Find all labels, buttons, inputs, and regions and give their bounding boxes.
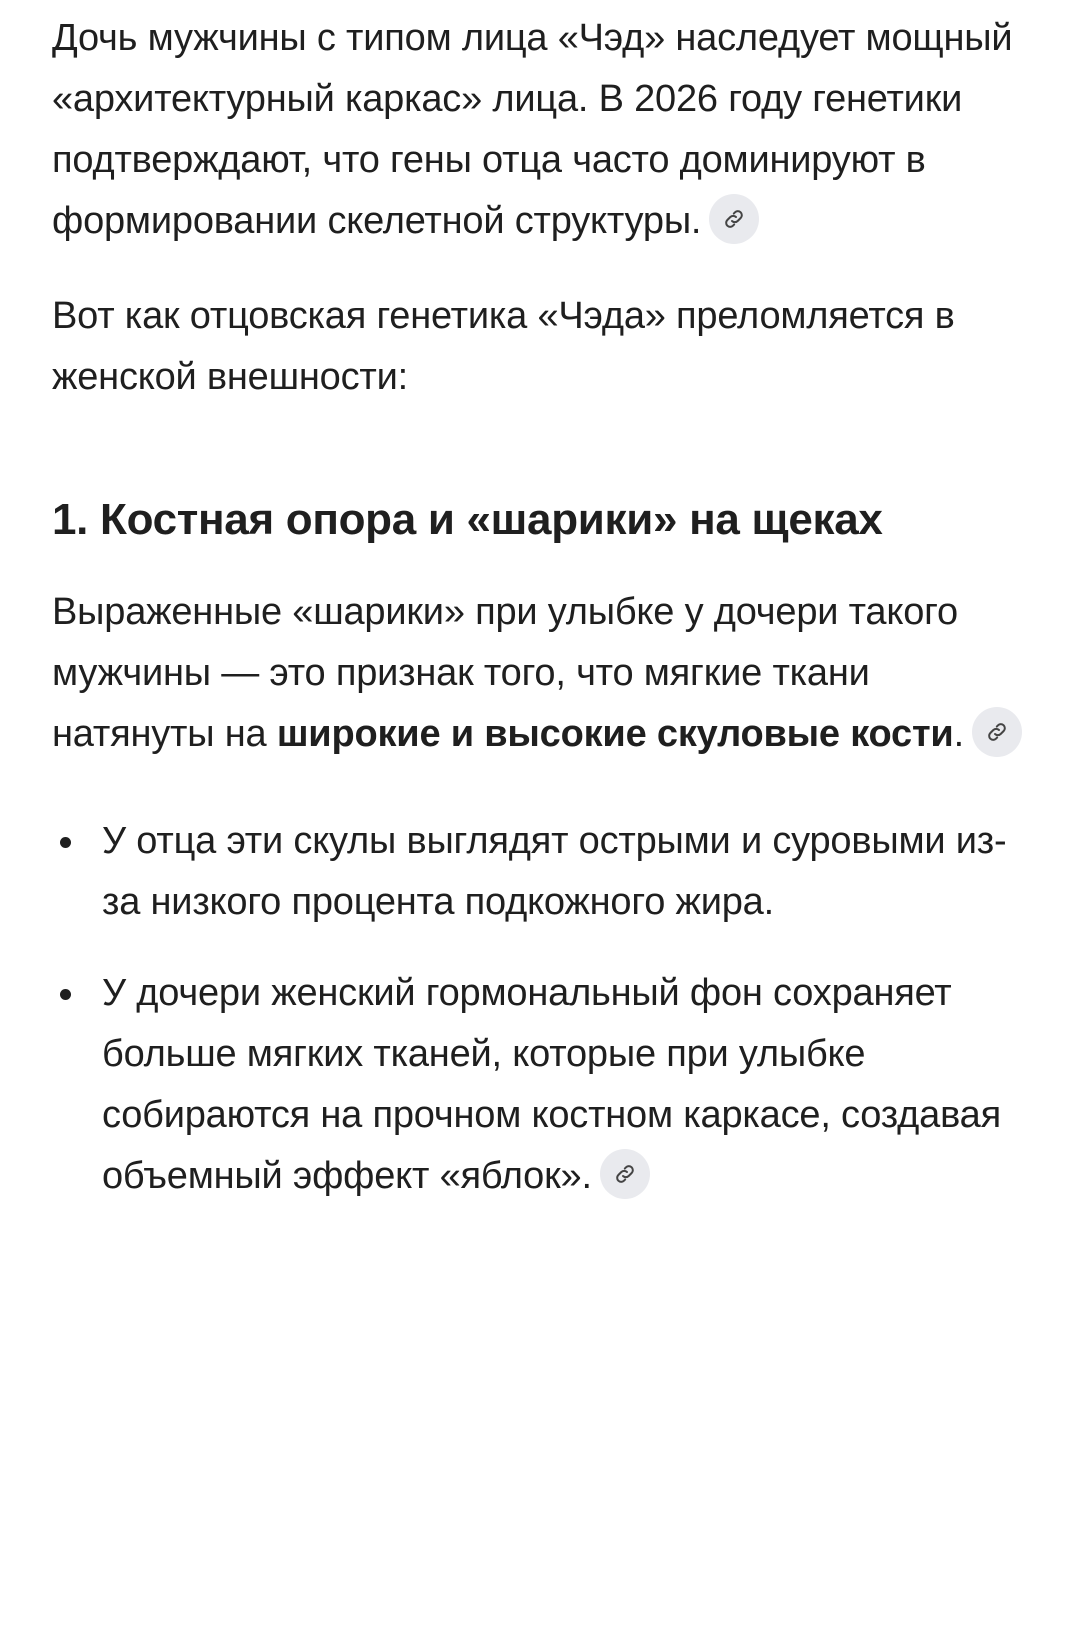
list-item-text: У дочери женский гормональный фон сохраняет больше мягких тканей, которые при улыбке собираются на прочном костном каркасе, создавая объемный эффект «яблок». <box>102 972 1001 1197</box>
citation-link-button[interactable] <box>972 707 1022 757</box>
lead-paragraph: Вот как отцовская генетика «Чэда» преломляется в женской внешности: <box>52 295 955 398</box>
section-paragraph <box>52 582 1042 765</box>
bold-phrase: широкие и высокие скуловые кости <box>276 713 954 755</box>
list-item <box>52 963 1042 1207</box>
link-icon <box>985 720 1009 744</box>
link-icon <box>613 1162 637 1186</box>
bullet-dot <box>60 837 71 848</box>
citation-link-button[interactable] <box>709 194 759 244</box>
intro-paragraph <box>52 8 1042 252</box>
section-paragraph-end: . <box>953 713 964 755</box>
section-heading: 1. Костная опора и «шарики» на щеках <box>52 495 883 544</box>
bullet-list <box>52 811 1042 1207</box>
link-icon <box>722 207 746 231</box>
list-item <box>52 811 1042 933</box>
list-item-text: У отца эти скулы выглядят острыми и суровыми из-за низкого процента подкожного жира. <box>102 820 1007 923</box>
section-paragraph-text: Выраженные «шарики» при улыбке у дочери такого мужчины — это признак того, что мягкие ткани натянуты на <box>52 591 958 755</box>
response-content <box>52 8 1042 1207</box>
citation-link-button[interactable] <box>600 1149 650 1199</box>
bullet-dot <box>60 989 71 1000</box>
intro-paragraph-text: Дочь мужчины с типом лица «Чэд» наследует мощный «архитектурный каркас» лица. В 2026 году генетики подтверждают, что гены отца часто доминируют в формировании скелетной структуры. <box>52 17 1013 242</box>
